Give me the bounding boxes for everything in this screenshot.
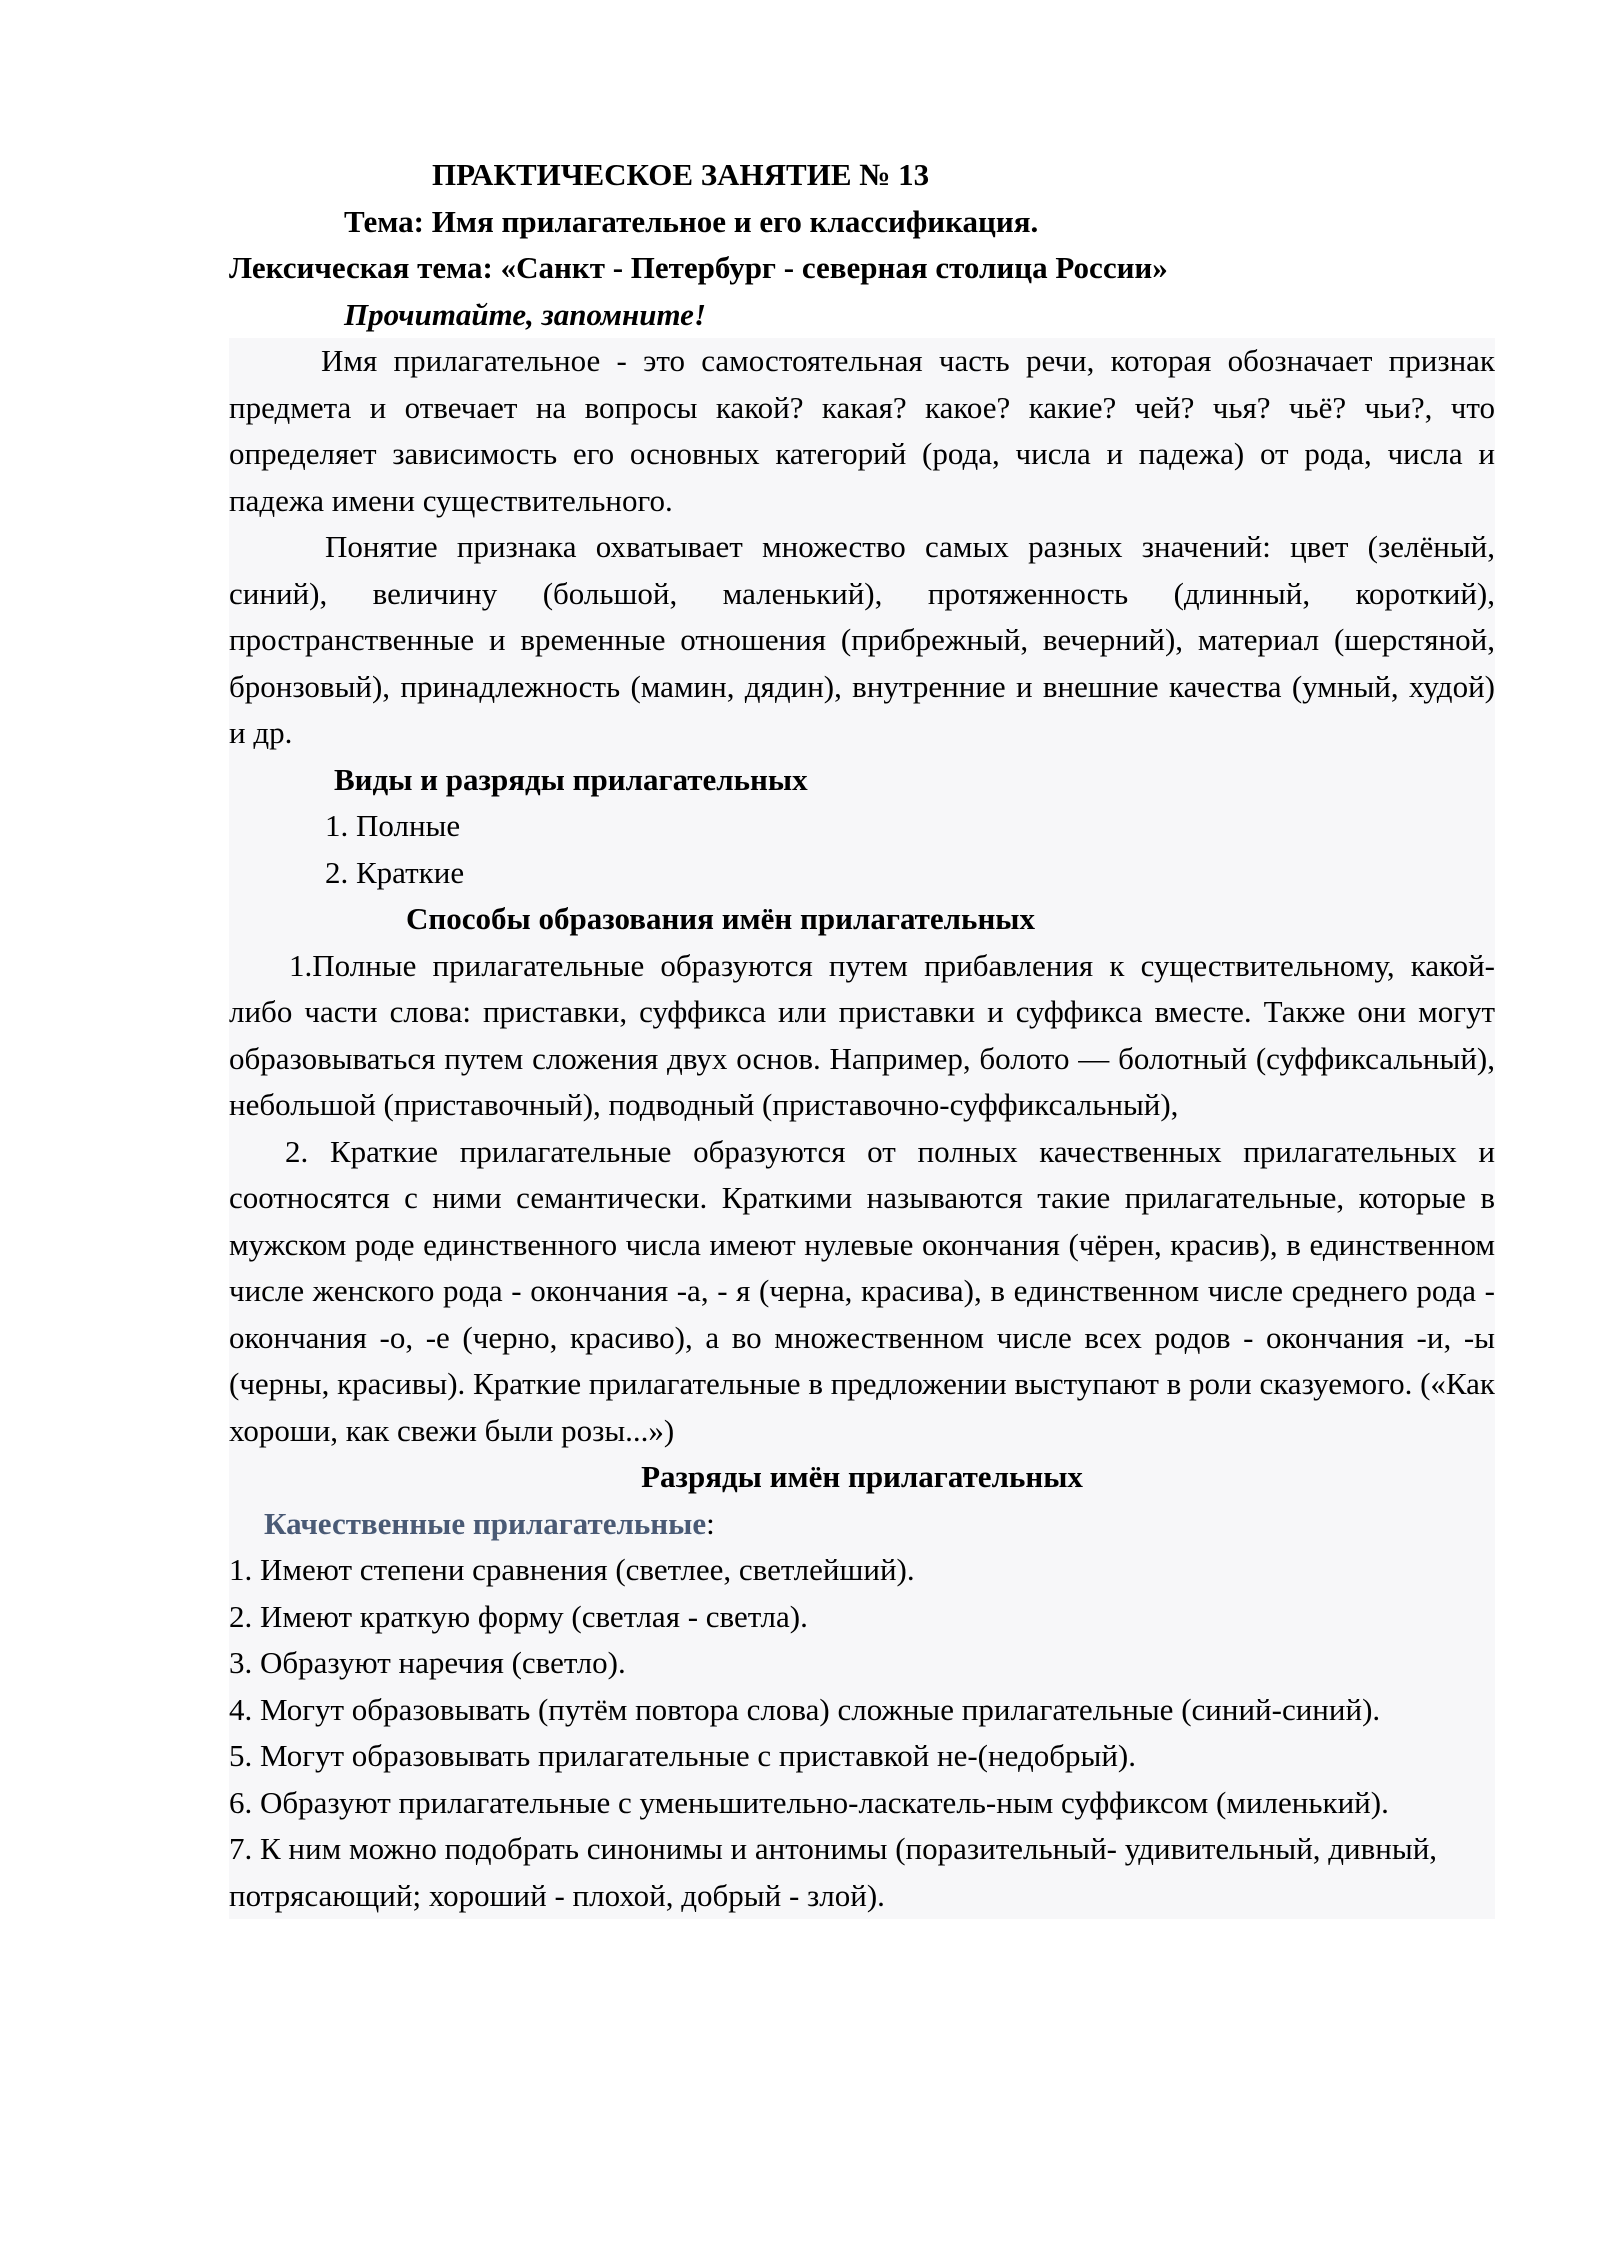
intro-paragraph-1: Имя прилагательное - это самостоятельная часть речи, которая обозначает признак предмета и отвечает на вопросы какой? какая? какое? какие? чей? чья? чьё? чьи?, что определяет зависимость его основных категорий (рода, числа и падежа) от рода, числа и падежа имени существительного. — [229, 343, 1495, 518]
category-item-7: 7. К ним можно подобрать синонимы и антонимы (поразительный- удивительный, дивный, потрясающий; хороший - плохой, добрый - злой). — [229, 1831, 1438, 1913]
category-item-4: 4. Могут образовывать (путём повтора слова) сложные прилагательные (синий-синий). — [229, 1691, 1381, 1727]
qualitative-subheading-colon: : — [706, 1505, 715, 1541]
formation-paragraph-1: 1.Полные прилагательные образуются путем прибавления к существительному, какой-либо части слова: приставки, суффикса или приставки и суффикса вместе. Также они могут образовываться путем сложения двух основ. Например, болото — болотный (суффиксальный), небольшой (приставочный), подводный (приставочно-суффиксальный), — [229, 947, 1495, 1122]
page-title: ПРАКТИЧЕСКОЕ ЗАНЯТИЕ № 13 — [432, 157, 930, 192]
category-item-6: 6. Образуют прилагательные с уменьшительно-ласкатель-ным суффиксом (миленький). — [229, 1784, 1389, 1820]
category-item-5: 5. Могут образовывать прилагательные с приставкой не-(недобрый). — [229, 1738, 1136, 1773]
categories-heading: Разряды имён прилагательных — [641, 1459, 1083, 1494]
instruction-text: Прочитайте, запомните! — [344, 296, 707, 332]
types-item-1: 1. Полные — [325, 808, 461, 843]
intro-paragraph-2: Понятие признака охватывает множество самых разных значений: цвет (зелёный, синий), величину (большой, маленький), протяженность (длинный, короткий), пространственные и временные отношения (прибрежный, вечерний), материал (шерстяной, бронзовый), принадлежность (мамин, дядин), внутренние и внешние качества (умный, худой) и др. — [229, 529, 1495, 750]
topic-heading: Тема: Имя прилагательное и его классификация. — [344, 203, 1039, 239]
category-item-1: 1. Имеют степени сравнения (светлее, светлейший). — [229, 1552, 915, 1587]
formation-heading: Способы образования имён прилагательных — [406, 901, 1036, 936]
qualitative-subheading-text: Качественные прилагательные — [264, 1505, 707, 1541]
lexical-topic-heading: Лексическая тема: «Санкт - Петербург - северная столица России» — [229, 250, 1168, 285]
shaded-content-block — [229, 338, 1495, 1919]
category-item-3: 3. Образуют наречия (светло). — [229, 1645, 626, 1680]
types-item-2: 2. Краткие — [325, 854, 465, 890]
types-heading: Виды и разряды прилагательных — [334, 761, 808, 797]
document-page — [229, 152, 1495, 1919]
qualitative-subheading — [229, 1501, 1495, 1548]
formation-paragraph-2: 2. Краткие прилагательные образуются от полных качественных прилагательных и соотносятся с ними семантически. Краткими называются такие прилагательные, которые в мужском роде единственного числа имеют нулевые окончания (чёрен, красив), в единственном числе женского рода - окончания -а, - я (черна, красива), в единственном числе среднего рода - окончания -о, -е (черно, красиво), а во множественном числе всех родов - окончания -и, -ы (черны, красивы). Краткие прилагательные в предложении выступают в роли сказуемого. («Как хороши, как свежи были розы...») — [229, 1133, 1495, 1448]
category-item-2: 2. Имеют краткую форму (светлая - светла). — [229, 1598, 808, 1634]
